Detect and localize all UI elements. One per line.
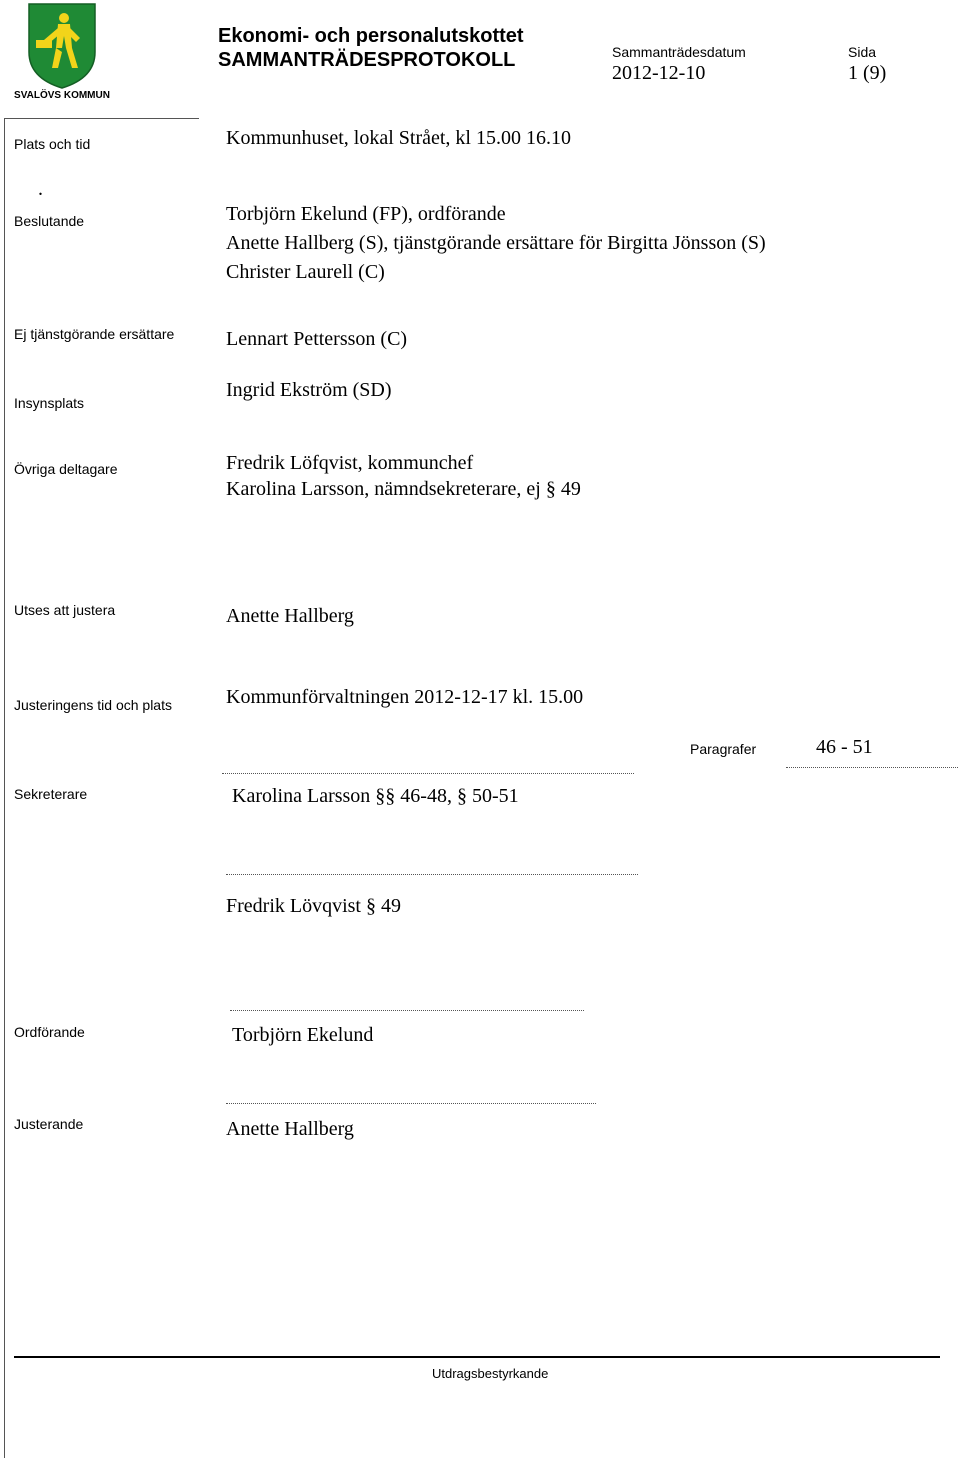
other-participant: Fredrik Löfqvist, kommunchef	[226, 452, 474, 474]
secretary-value: Karolina Larsson §§ 46-48, § 50-51	[232, 785, 519, 807]
adjuster-value: Anette Hallberg	[226, 1118, 354, 1140]
deciding-member: Torbjörn Ekelund (FP), ordförande	[226, 203, 506, 225]
adjustment-label: Justeringens tid och plats	[14, 697, 172, 713]
others-label: Övriga deltagare	[14, 461, 118, 477]
chair-label: Ordförande	[14, 1024, 85, 1040]
place-label: Plats och tid	[14, 136, 91, 152]
chair-signature-line	[230, 1010, 584, 1011]
appointed-adjuster-value: Anette Hallberg	[226, 605, 354, 627]
frame-top-border	[4, 118, 199, 119]
page-number: 1 (9)	[848, 62, 887, 84]
secretary-2-value: Fredrik Lövqvist § 49	[226, 895, 401, 917]
frame-left-border	[4, 118, 5, 1458]
secretary-signature-line	[222, 773, 634, 774]
non-serving-value: Lennart Pettersson (C)	[226, 328, 408, 350]
meeting-date-value: 2012-12-10	[612, 62, 706, 84]
adjuster-label: Justerande	[14, 1116, 84, 1132]
chair-value: Torbjörn Ekelund	[232, 1024, 374, 1046]
paragraphs-signature-line	[786, 767, 958, 768]
deciding-member: Christer Laurell (C)	[226, 261, 385, 283]
insight-value: Ingrid Ekström (SD)	[226, 379, 392, 401]
adjuster-signature-line	[226, 1103, 596, 1104]
paragraphs-label: Paragrafer	[690, 741, 757, 757]
deciding-member: Anette Hallberg (S), tjänstgörande ersättare för Birgitta Jönsson (S)	[226, 232, 766, 254]
appointed-adjuster-label: Utses att justera	[14, 602, 116, 618]
municipality-logo	[6, 2, 116, 100]
page-label: Sida	[848, 44, 877, 60]
footer-rule	[14, 1356, 940, 1358]
meeting-date-label: Sammanträdesdatum	[612, 44, 746, 60]
logo-text: SVALÖVS KOMMUN	[14, 90, 110, 100]
paragraphs-value: 46 - 51	[816, 736, 873, 758]
other-participant: Karolina Larsson, nämndsekreterare, ej § 49	[226, 478, 581, 500]
insight-label: Insynsplats	[14, 395, 85, 411]
secretary-label: Sekreterare	[14, 786, 88, 802]
non-serving-label: Ej tjänstgörande ersättare	[14, 326, 175, 342]
secretary-2-signature-line	[226, 874, 638, 875]
stray-mark: .	[38, 178, 43, 200]
committee-name: Ekonomi- och personalutskottet	[218, 25, 524, 47]
place-value: Kommunhuset, lokal Strået, kl 15.00 16.10	[226, 127, 571, 149]
deciding-label: Beslutande	[14, 213, 85, 229]
coat-of-arms-icon	[6, 2, 116, 100]
adjustment-value: Kommunförvaltningen 2012-12-17 kl. 15.00	[226, 686, 584, 708]
document-type: SAMMANTRÄDESPROTOKOLL	[218, 49, 516, 71]
certification-label: Utdragsbestyrkande	[432, 1366, 549, 1381]
